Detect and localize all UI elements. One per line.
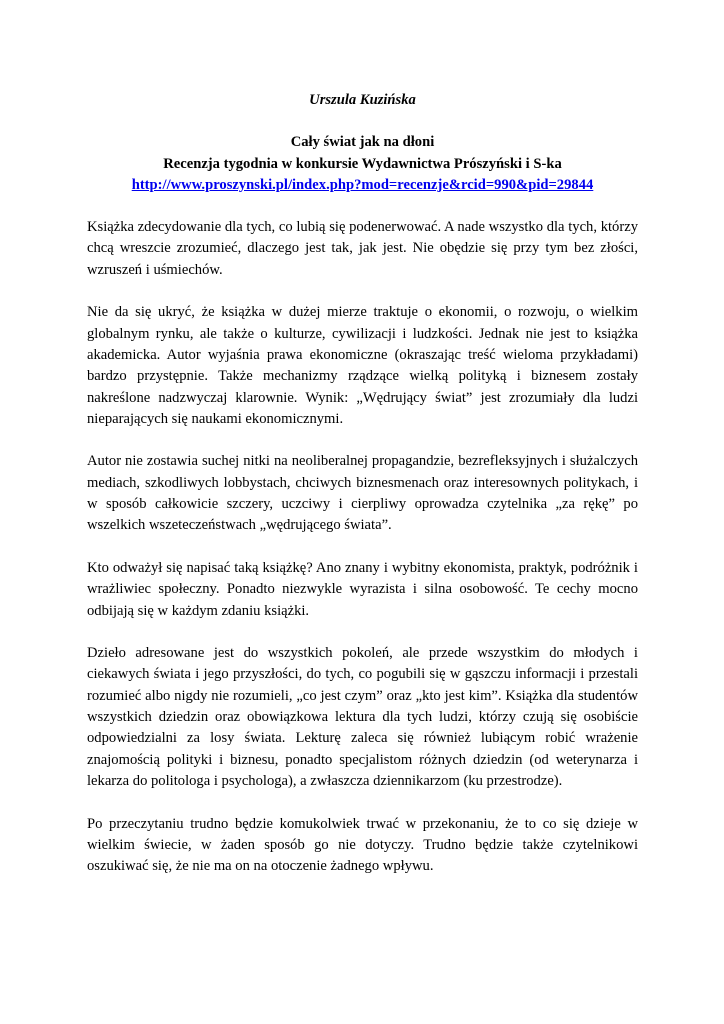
- paragraph: Książka zdecydowanie dla tych, co lubią się podenerwować. A nade wszystko dla tych, którzy chcą wreszcie zrozumieć, dlaczego jest tak, jak jest. Nie obędzie się przy tym bez złości, wzruszeń i uśmiechów.: [87, 219, 638, 278]
- paragraph: Autor nie zostawia suchej nitki na neoliberalnej propagandzie, bezrefleksyjnych i służalczych mediach, szkodliwych lobbystach, chciwych biznesmenach oraz interesownych politykach, i w sposób całkowicie szczery, uczciwy i cierpliwy oprowadza czytelnika „za rękę” po wszelkich wszeteczeństwach „wędrującego świata”.: [87, 453, 638, 534]
- paragraph: Dzieło adresowane jest do wszystkich pokoleń, ale przede wszystkim do młodych i ciekawych świata i jego przyszłości, do tych, co pogubili się w gąszczu informacji i przestali rozumieć albo nigdy nie rozumieli, „co jest czym” oraz „kto jest kim”. Książka dla studentów wszystkich dziedzin oraz obowiązkowa lektura dla tych ludzi, którzy czują się osobiście odpowiedzialni za losy świata. Lekturę zaleca się również lubiącym robić wrażenie znajomością polityki i biznesu, ponadto specjalistom różnych dziedzin (od weterynarza i lekarza do politologa i psychologa), a zwłaszcza dziennikarzom (ku przestrodze).: [87, 645, 638, 789]
- author-name: Urszula Kuzińska: [309, 92, 416, 108]
- title-block: [87, 132, 638, 196]
- document-title: Cały świat jak na dłoni: [290, 134, 435, 151]
- document-subtitle: Recenzja tygodnia w konkursie Wydawnictwa Prószyński i S-ka: [163, 155, 562, 172]
- paragraph: Nie da się ukryć, że książka w dużej mierze traktuje o ekonomii, o rozwoju, o wielkim globalnym rynku, ale także o kulturze, cywilizacji i ludzkości. Jednak nie jest to książka akademicka. Autor wyjaśnia prawa ekonomiczne (okraszając treść wieloma przykładami) bardzo przystępnie. Także mechanizmy rządzące wielką polityką i biznesem zostały nakreślone nadzwyczaj klarownie. Wynik: „Wędrujący świat” jest zrozumiały dla ludzi nieparających się naukami ekonomicznymi.: [87, 304, 638, 427]
- source-link-line: [87, 175, 638, 196]
- document-page: [87, 90, 638, 899]
- paragraph: Po przeczytaniu trudno będzie komukolwiek trwać w przekonaniu, że to co się dzieje w wielkim świecie, w żaden sposób go nie dotyczy. Trudno będzie także czytelnikowi oszukiwać się, że nie ma on na otoczenie żadnego wpływu.: [87, 815, 638, 875]
- paragraph: Kto odważył się napisać taką książkę? Ano znany i wybitny ekonomista, praktyk, podróżnik i wrażliwiec społeczny. Ponadto niezwykle wyrazista i silna osobowość. Te cechy mocno odbijają się w każdym zdaniu książki.: [87, 559, 638, 619]
- source-link[interactable]: http://www.proszynski.pl/index.php?mod=recenzje&rcid=990&pid=29844: [131, 176, 594, 193]
